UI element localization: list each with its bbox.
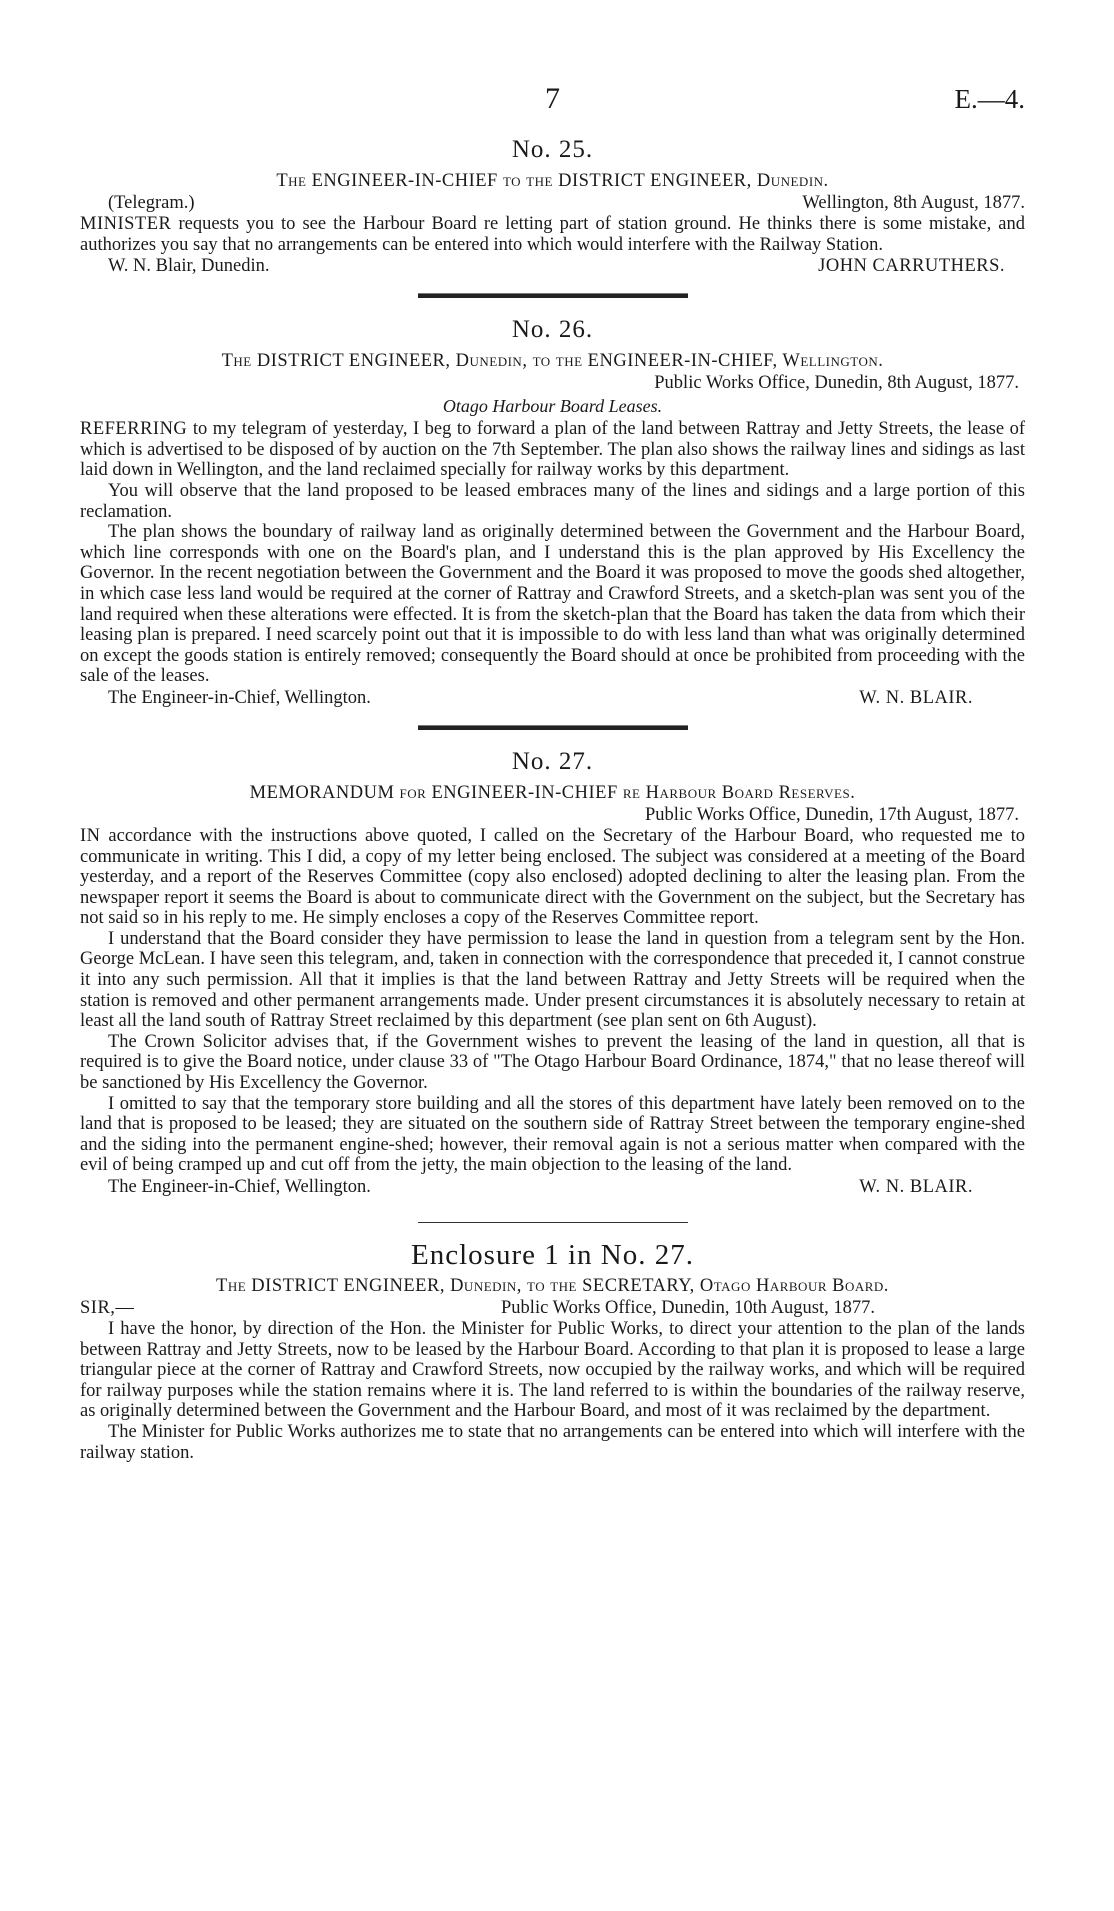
body-paragraph: You will observe that the land proposed to be leased embraces many of the lines and sidings and a large portion of this reclamation. — [80, 480, 1025, 522]
lead-word: MINISTER — [80, 214, 172, 234]
letter-no-25 — [80, 136, 1025, 277]
signature: W. N. BLAIR. — [859, 687, 973, 708]
signature: JOHN CARRUTHERS. — [818, 256, 1005, 277]
signature: W. N. BLAIR. — [859, 1177, 973, 1197]
body-paragraph: The Crown Solicitor advises that, if the Government wishes to prevent the leasing of the land in question, all that is required is to give the Board notice, under clause 33 of "The Otago Harbour Board Ordinance, 1874," that no lease thereof will be sanctioned by His Excellency the Governor. — [80, 1031, 1025, 1094]
telegram-header — [80, 192, 1025, 214]
from-to-line: The ENGINEER-IN-CHIEF to the DISTRICT ENGINEER, Dunedin. — [276, 171, 829, 191]
document-reference: E.—4. — [954, 84, 1025, 114]
telegram-label: (Telegram.) — [108, 193, 195, 213]
body-paragraph: I have the honor, by direction of the Hon. the Minister for Public Works, to direct your attention to the plan of the lands between Rattray and Jetty Streets, now to be leased by the Harbour Board. According to that plan it is proposed to lease a large triangular piece at the corner of Rattray and Crawford Streets, now occupied by the railway works, and which will be required for railway purposes while the station remains where it is. The land referred to is within the boundaries of the railway reserve, as originally determined between the Government and the Harbour Board, and most of it was reclaimed by the department. — [80, 1319, 1025, 1422]
place-date: Public Works Office, Dunedin, 8th August, 1877. — [654, 373, 1019, 394]
signature-row — [80, 255, 1025, 277]
letter-no-26 — [80, 316, 1025, 709]
section-divider — [418, 725, 688, 730]
addressee: The Engineer-in-Chief, Wellington. — [108, 687, 371, 708]
enclosure-1 — [80, 1241, 1025, 1463]
section-divider — [418, 293, 688, 298]
from-to-line: MEMORANDUM for ENGINEER-IN-CHIEF re Harbour Board Reserves. — [249, 782, 856, 803]
body-text: to my telegram of yesterday, I beg to forward a plan of the land between Rattray and Jetty Streets, the lease of which is advertised to be disposed of by auction on the 7th September. The plan also shows the railway lines and sidings as last laid down in Wellington, and the land reclaimed specially for railway works by this department. — [80, 419, 1025, 481]
section-divider — [418, 1222, 688, 1223]
body-paragraph — [80, 214, 1025, 255]
lead-word: IN — [80, 825, 101, 846]
from-to-line: The DISTRICT ENGINEER, Dunedin, to the ENGINEER-IN-CHIEF, Wellington. — [221, 351, 884, 372]
body-paragraph — [80, 419, 1025, 481]
subject-caption: Otago Harbour Board Leases. — [442, 396, 663, 417]
signature-row — [80, 687, 1025, 709]
salutation-row — [80, 1297, 1025, 1319]
signature-row — [80, 1176, 1025, 1198]
memorandum-no-27 — [80, 748, 1025, 1198]
place-date: Wellington, 8th August, 1877. — [802, 193, 1025, 213]
section-title: No. 26. — [511, 316, 594, 344]
document-page — [80, 82, 1025, 1463]
from-to-line: The DISTRICT ENGINEER, Dunedin, to the SECRETARY, Otago Harbour Board. — [216, 1276, 889, 1296]
body-text: requests you to see the Harbour Board re letting part of station ground. He thinks there is some mistake, and authorizes you say that no arrangements can be entered into which would interfere with the Railway Station. — [80, 214, 1025, 255]
section-title: No. 27. — [511, 747, 594, 775]
salutation: SIR,— — [80, 1298, 135, 1318]
page-header — [80, 82, 1025, 128]
body-paragraph: The plan shows the boundary of railway land as originally determined between the Government and the Harbour Board, which line corresponds with one on the Board's plan, and I understand this is the plan approved by His Excellency the Governor. In the recent negotiation between the Government and the Board it was proposed to move the goods shed altogether, in which case less land would be required at the corner of Rattray and Crawford Streets, and a sketch-plan was sent you of the land required when these alterations were effected. It is from the sketch-plan that the Board has taken the data from which their leasing plan is prepared. I need scarcely point out that it is impossible to do with less land than what was originally determined on except the goods station is entirely removed; consequently the Board should at once be prohibited from proceeding with the sale of the leases. — [80, 522, 1025, 687]
body-text: accordance with the instructions above quoted, I called on the Secretary of the Harbour Board, who requested me to communicate in writing. This I did, a copy of my letter being enclosed. The subject was considered at a meeting of the Board yesterday, and a report of the Reserves Committee (copy also enclosed) adopted declining to alter the leasing plan. From the newspaper report it seems the Board is about to communicate direct with the Government on the subject, but the Secretary has not said so in his reply to me. He simply encloses a copy of the Reserves Committee report. — [80, 825, 1025, 929]
lead-word: REFERRING — [80, 419, 188, 440]
body-paragraph: I omitted to say that the temporary store building and all the stores of this department have lately been removed on to the land that is proposed to be leased; they are situated on the southern side of Rattray Street between the temporary engine-shed and the siding into the permanent engine-shed; however, their removal again is not a serious matter when compared with the evil of being cramped up and cut off from the jetty, the main objection to the leasing of the land. — [80, 1093, 1025, 1176]
section-title: Enclosure 1 in No. 27. — [411, 1239, 694, 1271]
place-date: Public Works Office, Dunedin, 10th August, 1877. — [501, 1298, 875, 1318]
section-title: No. 25. — [511, 136, 594, 163]
body-paragraph — [80, 826, 1025, 929]
addressee: W. N. Blair, Dunedin. — [108, 256, 270, 277]
body-paragraph: The Minister for Public Works authorizes me to state that no arrangements can be entered into which will interfere with the railway station. — [80, 1421, 1025, 1463]
place-date: Public Works Office, Dunedin, 17th August, 1877. — [645, 804, 1019, 825]
page-number: 7 — [545, 82, 560, 115]
body-paragraph: I understand that the Board consider they have permission to lease the land in question from a telegram sent by the Hon. George McLean. I have seen this telegram, and, taken in connection with the correspondence that preceded it, I cannot construe it into any such permission. All that it implies is that the land between Rattray and Jetty Streets will be required when the station is removed and other permanent arrangements made. Under present circumstances it is absolutely necessary to retain at least all the land south of Rattray Street reclaimed by this department (see plan sent on 6th August). — [80, 928, 1025, 1032]
addressee: The Engineer-in-Chief, Wellington. — [108, 1177, 371, 1197]
